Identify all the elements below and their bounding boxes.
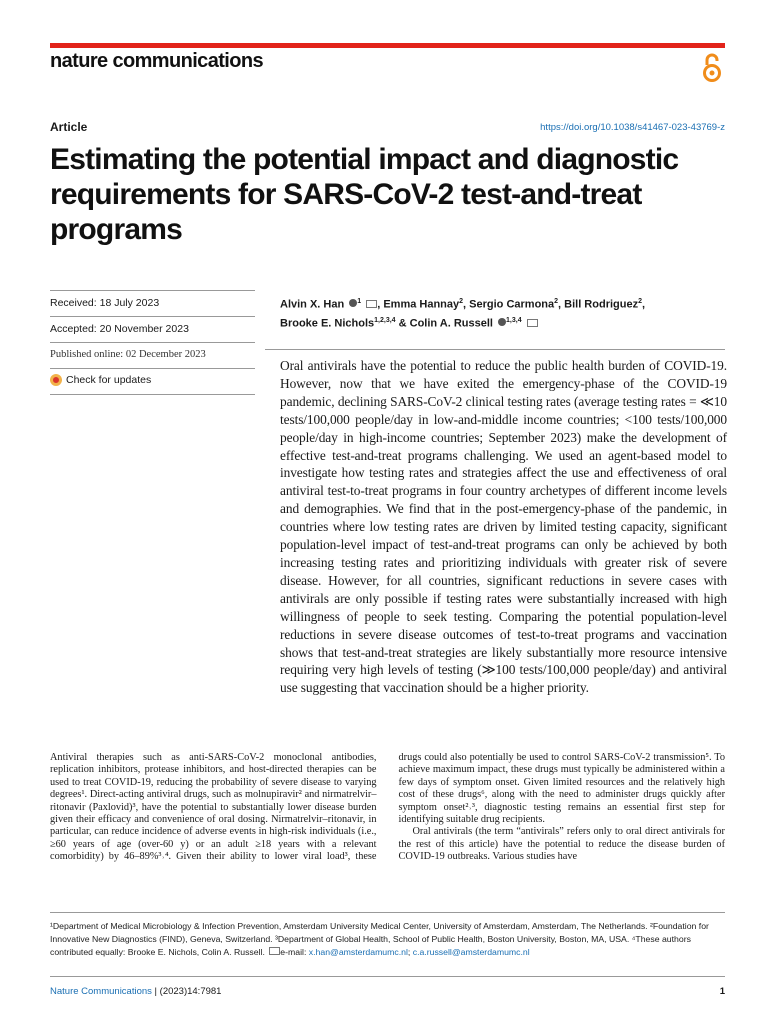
email-separator: ; — [407, 947, 413, 957]
affiliations — [50, 920, 725, 959]
author-separator: , — [642, 298, 646, 311]
check-updates-icon — [50, 374, 62, 386]
author-affiliation: 2 — [459, 298, 464, 305]
email-icon[interactable] — [527, 319, 538, 327]
article-meta — [50, 290, 255, 395]
author-name: , Bill Rodriguez — [558, 298, 639, 311]
footer-journal-link[interactable]: Nature Communications — [50, 986, 152, 997]
published-date: Published online: 02 December 2023 — [50, 342, 255, 368]
author-affiliation: 2 — [638, 298, 642, 305]
accepted-date: Accepted: 20 November 2023 — [50, 316, 255, 342]
author-list — [280, 294, 720, 332]
author-name: , Emma Hannay — [377, 298, 460, 311]
email-icon[interactable] — [366, 300, 377, 308]
check-for-updates-label: Check for updates — [66, 374, 152, 386]
affiliations-text: ¹Department of Medical Microbiology & Infection Prevention, Amsterdam University Medical Center, University of Amsterdam, Amsterdam, The Netherlands. ²Foundation for Innovative New Diagnostics (FIND), Geneva, Switzerland. ³Department of Global Health, School of Public Health, Boston University, Boston, MA, USA. ⁴These authors contributed equally: Brooke E. Nichols, Colin A. Russell. — [50, 921, 709, 957]
footer-divider — [50, 976, 725, 977]
email-icon — [269, 947, 280, 955]
header-accent-bar — [50, 43, 725, 48]
author-name: Brooke E. Nichols — [280, 317, 375, 330]
orcid-icon[interactable] — [498, 318, 506, 326]
body-paragraph: Antiviral therapies such as anti-SARS-CoV-2 monoclonal antibodies, replication inhibitors, protease inhibitors, and host-directed therapies can be used to treat COVID-19, reducing the probability of severe disease to varying degrees¹. Direct-acting antiviral drugs, such as molnupiravir² and nirmatrelvir–ritonavir (Paxlovid)³, have the potential to substantially lower disease burden given their efficacy and convenience of oral dosing. Nirmatrelvir–ritonavir, in particular, can reduce incidence of adverse events in high-risk individuals (i.e., ≥60 years of age (over-60 y) or an adult ≥18 years with a relevant comorbidity) by 46–89%³˒⁴. Given their ability to lower viral load³, these drugs could also potentially be used to control SARS-CoV-2 transmission⁵. To achieve maximum impact, these drugs must typically be administered within a few days of symptom onset. Given limited resources and the relatively high cost of these drugs⁶, along with the need to administer drugs quickly after symptom onset²˒³, diagnostic testing remains an essential first step for identifying suitable drug recipients. — [50, 752, 725, 863]
doi-link[interactable]: https://doi.org/10.1038/s41467-023-43769-z — [540, 122, 725, 133]
author-affiliation: 1 — [357, 298, 362, 305]
author-name: , Sergio Carmona — [463, 298, 555, 311]
footer-citation — [50, 986, 221, 997]
page-number: 1 — [719, 986, 725, 997]
body-paragraph: Oral antivirals (the term “antivirals” refers only to oral direct antivirals for the rest of this article) have the potential to reduce the disease burden of COVID-19 outbreaks. Various studies have — [398, 826, 725, 863]
check-for-updates-button[interactable] — [50, 368, 255, 395]
author-name: Alvin X. Han — [280, 298, 345, 311]
abstract-divider — [265, 349, 725, 350]
footer-volume: | (2023)14:7981 — [151, 986, 222, 997]
author-affiliation: 2 — [554, 298, 559, 305]
open-access-icon[interactable] — [700, 52, 724, 84]
email-label: e-mail: — [280, 947, 309, 957]
author-affiliation: 1,2,3,4 — [374, 317, 396, 325]
article-title: Estimating the potential impact and diagnostic requirements for SARS-CoV-2 test-and-treat programs — [50, 143, 679, 246]
journal-name: nature communications — [50, 50, 263, 72]
body-text — [50, 752, 725, 897]
article-type-label: Article — [50, 120, 88, 134]
received-date: Received: 18 July 2023 — [50, 290, 255, 316]
affiliations-divider — [50, 912, 725, 913]
author-name: & Colin A. Russell — [395, 317, 493, 330]
abstract: Oral antivirals have the potential to reduce the public health burden of COVID-19. However, now that we have exited the emergency-phase of the COVID-19 pandemic, declining SARS-CoV-2 clinical testing rates (average testing rates = ≪10 tests/100,000 people/day in low-and-middle income countries; <100 tests/100,000 people/day in high-income countries; September 2023) make the development of effective test-and-treat programs challenging. We used an agent-based model to investigate how testing rates and strategies affect the use and effectiveness of oral antiviral test-to-treat programs in four country archetypes of different income levels and demographies. We find that in the post-emergency-phase of the pandemic, in countries where low testing rates are driven by limited testing capacity, significant population-level impact of test-and-treat programs can only be achieved by both increasing testing rates and prioritizing individuals with greater risk of severe disease. However, for all countries, significant reductions in severe cases with antivirals are only possible if testing rates were substantially increased with high willingness of people to seek testing. Comparing the potential population-level reductions in severe disease outcomes of test-to-treat programs and vaccination shows that test-and-treat strategies are likely substantially more resource intensive requiring very high levels of testing (≫100 tests/100,000 people/day) and antiviral use suggesting that vaccination should be a higher priority. — [280, 358, 727, 696]
author-affiliation: 1,3,4 — [506, 317, 522, 325]
email-link-han[interactable]: x.han@amsterdamumc.nl — [308, 947, 408, 957]
email-link-russell[interactable]: c.a.russell@amsterdamumc.nl — [412, 947, 530, 957]
